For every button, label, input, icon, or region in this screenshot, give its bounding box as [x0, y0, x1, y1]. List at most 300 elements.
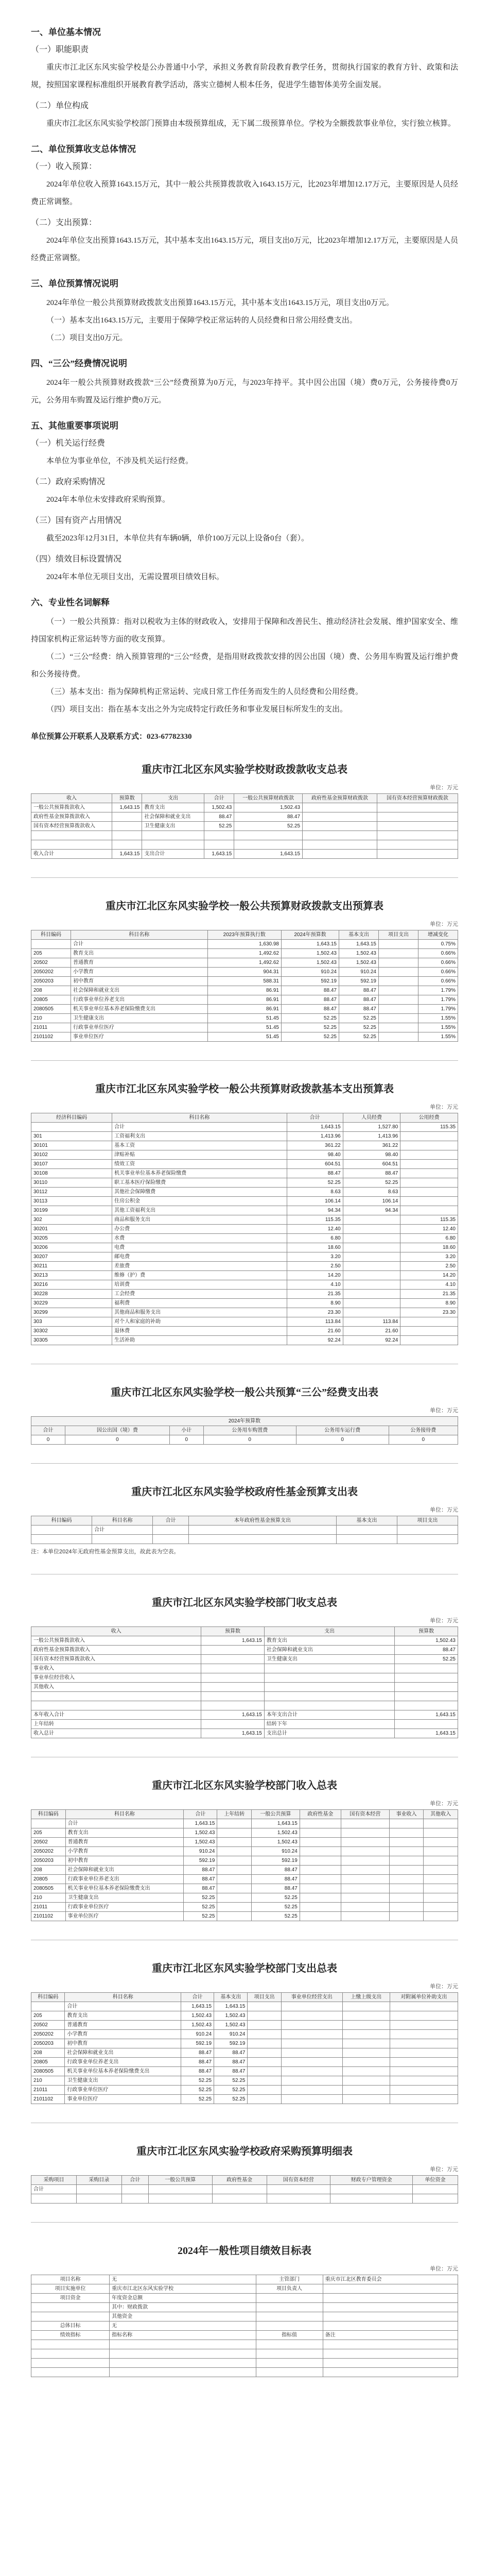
table-cell: 维修（护）费 [112, 1271, 287, 1280]
table-row [31, 1132, 458, 1141]
table-row [31, 1893, 458, 1903]
table-cell: 88.47 [181, 2067, 214, 2076]
column-header: 采购目录 [76, 2176, 121, 2185]
table-cell: 30110 [31, 1178, 112, 1188]
column-header: 公务用车运行费 [296, 1426, 389, 1435]
table-row [31, 1262, 458, 1271]
table-title: 重庆市江北区东风实验学校一般公共预算财政拨款基本支出预算表 [95, 1083, 394, 1095]
table-cell: 1.79% [418, 995, 458, 1005]
table-cell: 收入合计 [31, 850, 112, 859]
table-cell: 邮电费 [112, 1252, 287, 1262]
table-cell [424, 1866, 458, 1875]
table-cell [31, 2312, 110, 2321]
table-cell: 国有资本经营预算拨款收入 [31, 822, 112, 831]
table-row [31, 850, 458, 859]
section-title: 一、单位基本情况 [31, 27, 101, 37]
column-header: 预算数 [201, 1627, 265, 1636]
table-title: 重庆市江北区东风实验学校政府采购预算明细表 [136, 2146, 353, 2157]
table-cell [341, 1866, 389, 1875]
unit-label: 单位：万元 [430, 785, 458, 791]
unit-label: 单位：万元 [430, 921, 458, 927]
table-cell: 52.25 [281, 1023, 339, 1032]
table-cell: 项目负责人 [256, 2284, 323, 2294]
table-cell: 其他社会保障缴费 [112, 1188, 287, 1197]
paragraph: 重庆市江北区东风实验学校部门预算由本级预算组成，无下属二级预算单位。学校为全额拨款事业单位，实行独立核算。 [46, 120, 456, 128]
unit-label: 单位：万元 [430, 2266, 458, 2272]
column-header: 预算数 [395, 1627, 458, 1636]
table-row [31, 2303, 458, 2312]
table-cell: 4.10 [287, 1280, 343, 1290]
table-title: 重庆市江北区东风实验学校部门支出总表 [152, 1963, 337, 1974]
table-cell: 52.25 [214, 2086, 248, 2095]
paragraph: （三）基本支出：指为保障机构正常运转、完成日常工作任务而发生的人员经费和公用经费。 [46, 688, 363, 696]
dept-income-table [31, 1809, 458, 1921]
table-cell: 21011 [31, 1023, 71, 1032]
table-row [31, 1327, 458, 1336]
table-cell: 2.50 [287, 1262, 343, 1271]
table-cell [201, 1683, 265, 1692]
table-cell: 6.80 [287, 1234, 343, 1243]
table-row [31, 1005, 458, 1014]
table-cell: 1,502.43 [214, 2011, 248, 2021]
table-row [31, 1729, 458, 1738]
table-row [31, 2058, 458, 2067]
table-cell: 行政事业单位养老支出 [65, 2058, 181, 2067]
table-row [31, 1912, 458, 1921]
table-cell: 88.47 [339, 1005, 378, 1014]
table-row [31, 2340, 458, 2349]
table-cell [201, 1692, 265, 1701]
table-cell [264, 1673, 394, 1683]
table-cell [341, 1828, 389, 1838]
table-row [31, 2194, 458, 2204]
table-row [31, 1150, 458, 1160]
column-header: 采购项目 [31, 2176, 77, 2185]
table-row [31, 1280, 458, 1290]
table-cell: 商品和服务支出 [112, 1215, 287, 1225]
table-cell [217, 1903, 252, 1912]
table-cell [400, 1327, 458, 1336]
column-header: 基本支出 [336, 1516, 397, 1526]
table1-section [31, 761, 458, 859]
table-cell: 0 [169, 1435, 203, 1445]
table-cell: 52.25 [214, 2095, 248, 2104]
table-cell: 52.25 [339, 1032, 378, 1042]
table-cell: 1.79% [418, 1005, 458, 1014]
table-cell: 30216 [31, 1280, 112, 1290]
table-cell: 1,643.15 [281, 940, 339, 949]
table-cell [330, 2194, 413, 2204]
table-cell: 30207 [31, 1252, 112, 1262]
table-row [31, 2039, 458, 2048]
table-cell: 18.60 [400, 1243, 458, 1252]
table-cell: 21.60 [343, 1327, 400, 1336]
column-header: 政府性基金 [300, 1810, 341, 1819]
table-cell: 30229 [31, 1299, 112, 1308]
table-cell [390, 2067, 458, 2076]
gov-fund-expenditure-table [31, 1516, 458, 1544]
table-cell [424, 1903, 458, 1912]
table-row [31, 1336, 458, 1345]
table-cell [397, 1535, 458, 1544]
contact-line: 单位预算公开联系人及联系方式：023-67782330 [31, 733, 192, 741]
table-cell [378, 995, 418, 1005]
table-cell: 21.35 [400, 1290, 458, 1299]
table-cell: 小学教育 [65, 1847, 184, 1856]
table-cell: 其他收入 [31, 1683, 201, 1692]
column-header: 项目支出 [248, 1993, 281, 2002]
table-cell: 其中：财政拨款 [110, 2303, 256, 2312]
table-cell: 卫生健康支出 [65, 2076, 181, 2086]
table-cell: 52.25 [184, 1903, 217, 1912]
table-cell: 退休费 [112, 1327, 287, 1336]
table-cell: 指标名称 [110, 2331, 256, 2340]
table-cell [424, 1828, 458, 1838]
paragraph: （一）基本支出1643.15万元，主要用于保障学校正常运转的人员经费和日常公用经费支出。 [46, 316, 357, 325]
table-cell [248, 2095, 281, 2104]
table-cell [342, 2048, 390, 2058]
subsection-title: （四）绩效目标设置情况 [31, 555, 122, 564]
table-cell [390, 2076, 458, 2086]
table-cell [300, 1866, 341, 1875]
table-row [31, 1526, 458, 1535]
table-cell: 30211 [31, 1262, 112, 1271]
column-header: 收入 [31, 794, 112, 803]
table-cell: 88.47 [252, 1866, 300, 1875]
table-title: 2024年一般性项目绩效目标表 [178, 2245, 311, 2257]
table-cell: 51.45 [207, 1032, 281, 1042]
table-cell [303, 840, 377, 850]
table-cell: 592.19 [339, 977, 378, 986]
table-row [31, 1535, 458, 1544]
table-cell: 106.14 [343, 1197, 400, 1206]
column-header: 项目支出 [397, 1516, 458, 1526]
table-row [31, 803, 458, 812]
table-row [31, 1903, 458, 1912]
table-cell: 52.25 [181, 2076, 214, 2086]
column-header: 科目名称 [112, 1113, 287, 1123]
table-cell [343, 1225, 400, 1234]
table-row [31, 2321, 458, 2331]
table-cell: 行政事业单位医疗 [65, 1903, 184, 1912]
table-cell [234, 831, 303, 840]
table-row [31, 1828, 458, 1838]
column-header: 政府性基金 [212, 2176, 267, 2185]
table-cell [400, 1178, 458, 1188]
table-row [31, 1023, 458, 1032]
table-cell: 30299 [31, 1308, 112, 1317]
table-cell [400, 1150, 458, 1160]
table-cell: 210 [31, 1014, 71, 1023]
table-cell [31, 2002, 65, 2011]
table-cell: 1,502.43 [184, 1838, 217, 1847]
table-cell [323, 2340, 458, 2349]
table-cell: 88.47 [252, 1884, 300, 1893]
table-cell: 职工基本医疗保险缴费 [112, 1178, 287, 1188]
table-cell [342, 2058, 390, 2067]
table-cell: 113.84 [287, 1317, 343, 1327]
table-cell [390, 2058, 458, 2067]
table-cell [31, 1526, 92, 1535]
table-cell: 合计 [65, 2002, 181, 2011]
table-cell [189, 1535, 337, 1544]
table-cell [400, 1132, 458, 1141]
table-cell [341, 1903, 389, 1912]
paragraph: 2024年单位收入预算1643.15万元，其中一般公共预算拨款收入1643.15万元，比2023年增加12.17万元，主要原因是人员经费正常调整。 [31, 180, 458, 206]
column-header: 科目名称 [65, 1810, 184, 1819]
table-cell: 361.22 [287, 1141, 343, 1150]
table-cell: 0 [65, 1435, 170, 1445]
table-cell [248, 2030, 281, 2039]
column-header: 公务用车购置费 [203, 1426, 296, 1435]
table-cell [343, 1308, 400, 1317]
table-cell: 支出总计 [264, 1729, 394, 1738]
table-cell: 30305 [31, 1336, 112, 1345]
table-cell: 合计 [92, 1526, 153, 1535]
table-cell: 指标值 [256, 2331, 323, 2340]
column-header: 本年政府性基金预算支出 [189, 1516, 337, 1526]
table-row [31, 2095, 458, 2104]
table-cell [378, 986, 418, 995]
table-cell: 1,643.15 [287, 1123, 343, 1132]
table-cell: 2050202 [31, 968, 71, 977]
table-cell: 1,502.43 [252, 1838, 300, 1847]
table-cell [378, 1014, 418, 1023]
table-row [31, 1225, 458, 1234]
table-cell: 1,502.43 [339, 949, 378, 958]
table-cell [300, 1819, 341, 1828]
column-header: 合计 [153, 1516, 189, 1526]
subsection-title: （二）单位构成 [31, 101, 89, 110]
table-row [31, 2002, 458, 2011]
column-header: 单位资金 [413, 2176, 458, 2185]
table-cell: 差旅费 [112, 1262, 287, 1271]
section-three-public [31, 356, 458, 409]
table-cell: 对个人和家庭的补助 [112, 1317, 287, 1327]
table-cell [142, 831, 204, 840]
table-cell [281, 2002, 342, 2011]
table-cell [395, 1673, 458, 1683]
table-cell: 1,527.80 [343, 1123, 400, 1132]
table-cell [31, 831, 112, 840]
table-cell [217, 1828, 252, 1838]
table-cell: 592.19 [281, 977, 339, 986]
table5-section [31, 1483, 458, 1555]
table-cell [217, 1866, 252, 1875]
table-cell [281, 2030, 342, 2039]
table-cell [217, 1893, 252, 1903]
table-cell [281, 2076, 342, 2086]
table-cell: 收入总计 [31, 1729, 201, 1738]
table-cell [201, 1664, 265, 1673]
table-cell: 30102 [31, 1150, 112, 1160]
unit-label: 单位：万元 [430, 1507, 458, 1513]
table-cell [281, 2021, 342, 2030]
table-cell: 88.47 [281, 1005, 339, 1014]
table-cell: 1.55% [418, 1032, 458, 1042]
unit-label: 单位：万元 [430, 2166, 458, 2173]
table-cell [390, 2030, 458, 2039]
table-cell: 支出合计 [142, 850, 204, 859]
table-row [31, 2359, 458, 2368]
table-cell [303, 803, 377, 812]
paragraph: （二）项目支出0万元。 [46, 334, 128, 342]
table-cell [234, 840, 303, 850]
table-cell: 8.63 [343, 1188, 400, 1197]
table-cell [389, 1828, 424, 1838]
table-cell [264, 1683, 394, 1692]
table-cell [341, 1847, 389, 1856]
table-cell [390, 2021, 458, 2030]
table-cell: 无 [110, 2321, 256, 2331]
column-header: 合计 [181, 1993, 214, 2002]
table-cell [342, 2076, 390, 2086]
table-row [31, 2185, 458, 2194]
table-cell [300, 1847, 341, 1856]
column-header: 事业收入 [389, 1810, 424, 1819]
table-cell [300, 1884, 341, 1893]
table-cell: 88.47 [234, 812, 303, 822]
table-cell: 年度资金总额 [110, 2294, 256, 2303]
table-cell: 1,643.15 [184, 1819, 217, 1828]
table-cell [390, 2048, 458, 2058]
paragraph: （四）项目支出：指在基本支出之外为完成特定行政任务和事业发展目标所发生的支出。 [46, 705, 348, 714]
subsection-title: （一）机关运行经费 [31, 439, 106, 448]
table-cell [395, 1664, 458, 1673]
table-cell: 住房公积金 [112, 1197, 287, 1206]
table-cell: 机关事业单位基本养老保险缴费支出 [65, 2067, 181, 2076]
table-cell: 106.14 [287, 1197, 343, 1206]
table-cell: 政府性基金预算拨款收入 [31, 812, 112, 822]
table-cell: 604.51 [287, 1160, 343, 1169]
table-cell: 20805 [31, 2058, 65, 2067]
table-cell [31, 2368, 110, 2377]
table-cell [110, 2349, 256, 2359]
table-row [31, 949, 458, 958]
table-cell [389, 1875, 424, 1884]
table-row [31, 995, 458, 1005]
table-cell [212, 2194, 267, 2204]
table-cell [281, 2058, 342, 2067]
table-cell: 卫生健康支出 [65, 1893, 184, 1903]
column-header: 基本支出 [214, 1993, 248, 2002]
table-cell [153, 1535, 189, 1544]
table-cell: 0 [203, 1435, 296, 1445]
table-row [31, 1308, 458, 1317]
unit-label: 单位：万元 [430, 1984, 458, 1990]
table-cell [248, 2076, 281, 2086]
table-cell: 上年结转 [31, 1720, 201, 1729]
table-cell: 一般公共预算拨款收入 [31, 803, 112, 812]
table-row [31, 1646, 458, 1655]
table-cell [389, 1912, 424, 1921]
paragraph: 2024年单位支出预算1643.15万元，其中基本支出1643.15万元，项目支出0万元，比2023年增加12.17万元，主要原因是人员经费正常调整。 [31, 236, 458, 262]
table-row [31, 940, 458, 949]
table-cell: 86.91 [207, 986, 281, 995]
table-cell [303, 812, 377, 822]
table-cell: 592.19 [252, 1856, 300, 1866]
table-cell [341, 1884, 389, 1893]
table-cell: 总体目标 [31, 2321, 110, 2331]
table-cell [400, 1160, 458, 1169]
table-cell: 社会保障和就业支出 [65, 2048, 181, 2058]
table-cell [256, 2368, 323, 2377]
table-cell [112, 822, 142, 831]
table-cell [264, 1692, 394, 1701]
table-cell [281, 2086, 342, 2095]
table-cell [153, 1526, 189, 1535]
table-cell [248, 2058, 281, 2067]
table-cell: 115.35 [287, 1215, 343, 1225]
table-cell [424, 1912, 458, 1921]
table-cell [248, 2021, 281, 2030]
table-cell: 21011 [31, 1903, 66, 1912]
table-row [31, 2030, 458, 2039]
table-cell: 初中教育 [65, 2039, 181, 2048]
column-header: 小计 [169, 1426, 203, 1435]
table-row [31, 1123, 458, 1132]
table-cell: 合计 [31, 2185, 77, 2194]
table-cell: 8.63 [287, 1188, 343, 1197]
table-cell: 210 [31, 1893, 66, 1903]
table-cell: 592.19 [214, 2039, 248, 2048]
table-cell [300, 1903, 341, 1912]
table-cell [323, 2349, 458, 2359]
table-cell: 0.66% [418, 949, 458, 958]
table8-section [31, 1960, 458, 2104]
table-cell: 社会保障和就业支出 [71, 986, 208, 995]
table-cell [256, 2312, 323, 2321]
table-row [31, 1655, 458, 1664]
table-cell: 2050202 [31, 1847, 66, 1856]
table-cell [148, 2185, 212, 2194]
table-cell [256, 2294, 323, 2303]
table-cell: 4.10 [400, 1280, 458, 1290]
table-cell: 1.79% [418, 986, 458, 995]
table-cell: 52.25 [252, 1893, 300, 1903]
table-cell [390, 2002, 458, 2011]
table-cell: 0.66% [418, 977, 458, 986]
fiscal-summary-table [31, 793, 458, 859]
column-header: 科目名称 [71, 930, 208, 940]
table-cell: 115.35 [400, 1215, 458, 1225]
section-title: 六、专业性名词解释 [31, 598, 110, 607]
table-cell: 88.47 [395, 1646, 458, 1655]
column-header: 基本支出 [339, 930, 378, 940]
table-cell [400, 1317, 458, 1327]
table-cell: 52.25 [395, 1655, 458, 1664]
table-cell: 0.66% [418, 968, 458, 977]
table-cell [342, 2011, 390, 2021]
table-cell: 88.47 [184, 1875, 217, 1884]
table-cell [343, 1243, 400, 1252]
divider [31, 1463, 458, 1464]
table-cell: 88.47 [204, 812, 234, 822]
column-header: 对附属单位补助支出 [390, 1993, 458, 2002]
table-cell [341, 1893, 389, 1903]
table-row [31, 1290, 458, 1299]
table-cell: 0 [296, 1435, 389, 1445]
table-cell: 事业收入 [31, 1664, 201, 1673]
subsection-title: （三）国有资产占用情况 [31, 516, 122, 525]
table-cell: 92.24 [343, 1336, 400, 1345]
table-cell [110, 2359, 256, 2368]
table-cell [31, 2359, 110, 2368]
column-header: 上缴上级支出 [342, 1993, 390, 2002]
table-cell: 1,643.15 [201, 1636, 265, 1646]
table-cell: 21.35 [287, 1290, 343, 1299]
table-cell: 904.31 [207, 968, 281, 977]
